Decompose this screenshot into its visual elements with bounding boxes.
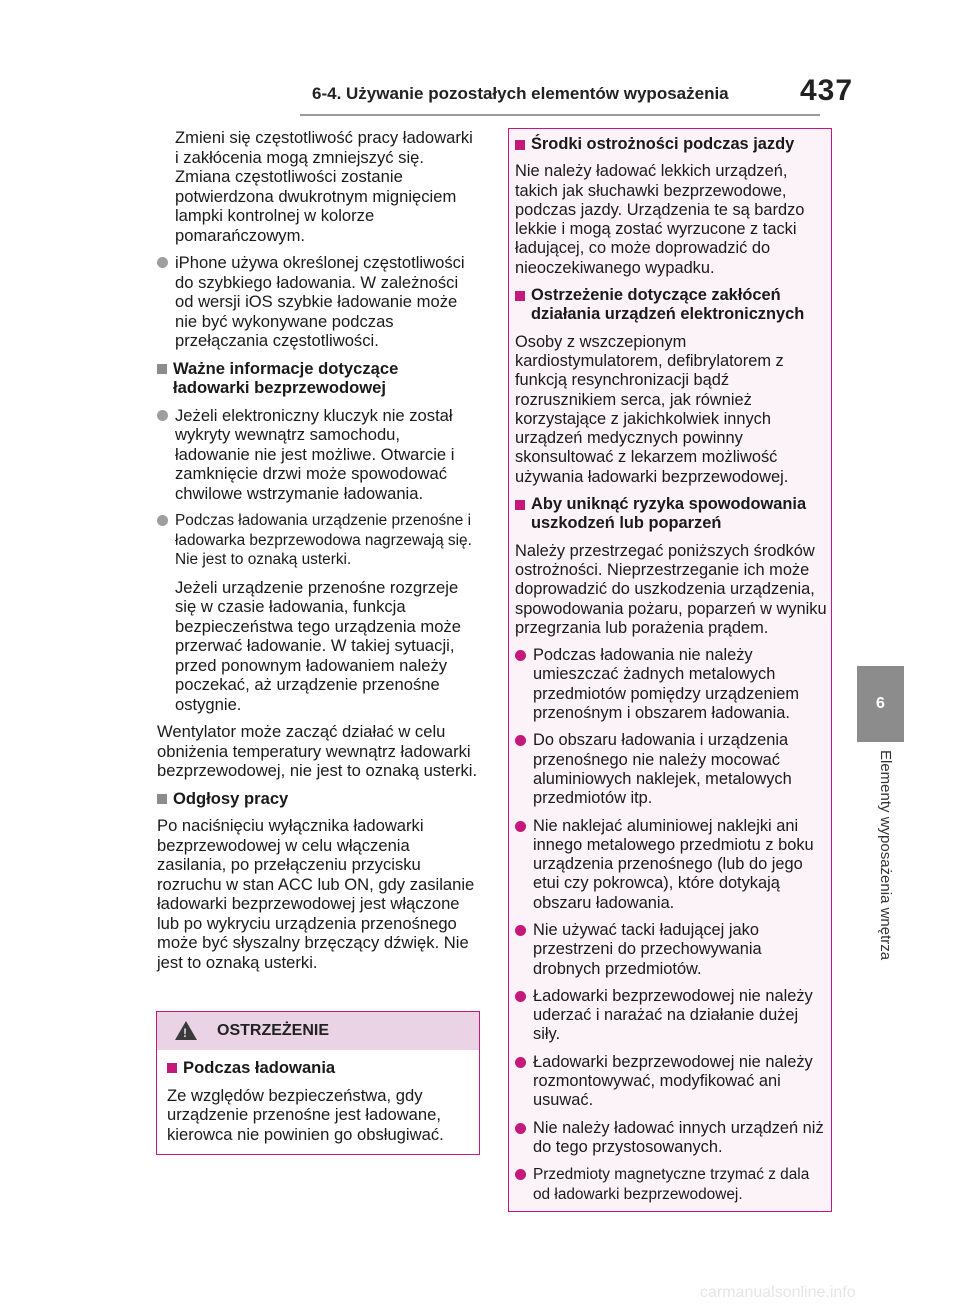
bullet-text: Ładowarki bezprzewodowej nie należy uderzać i narażać na działanie dużej siły. xyxy=(533,986,813,1044)
caution-bullet xyxy=(515,921,827,979)
page-number: 437 xyxy=(800,74,854,107)
caution-text-interference: Osoby z wszczepionym kardiostymulatorem, defibrylatorem z funkcją resynchronizacji bądź rozrusznikiem serca, jak również korzystające z jakichkolwiek innych urządzeń medycznych powinny skonsultować z lekarzem możliwość używania ładowarki bezprzewodowej. xyxy=(515,332,789,486)
caution-heading-driving xyxy=(515,135,827,154)
paragraph-frequency: Zmieni się częstotliwość pracy ładowarki i zakłócenia mogą zmniejszyć się. Zmiana częstotliwości zostanie potwierdzona dwukrotnym mignięciem lampki kontrolnej w kolorze pomarańczowym. xyxy=(175,128,473,245)
bullet-text: Nie używać tacki ładującej jako przestrzeni do przechowywania drobnych przedmiotów. xyxy=(533,920,762,978)
warning-text: Ze względów bezpieczeństwa, gdy urządzenie przenośne jest ładowane, kierowca nie powinien go obsługiwać. xyxy=(167,1085,444,1144)
bullet-text: Nie należy ładować innych urządzeń niż do tego przystosowanych. xyxy=(533,1118,824,1156)
exclamation-icon: ! xyxy=(183,1026,187,1040)
paragraph-fan: Wentylator może zacząć działać w celu obniżenia temperatury wewnątrz ładowarki bezprzewodowej, nie jest to oznaką usterki. xyxy=(157,722,478,780)
bullet-dot-icon xyxy=(157,257,168,268)
bullet-text: Do obszaru ładowania i urządzenia przenośnego nie należy mocować aluminiowych naklejek, metalowych przedmiotów itp. xyxy=(533,731,792,808)
heading-text: Podczas ładowania xyxy=(183,1058,336,1077)
bullet-dot-icon xyxy=(515,821,526,832)
caution-box xyxy=(508,128,832,1212)
watermark: carmanualsonline.info xyxy=(700,1284,856,1301)
caution-bullet xyxy=(515,731,827,808)
paragraph-noise: Po naciśnięciu wyłącznika ładowarki bezprzewodowej w celu włączenia zasilania, po przełączeniu przycisku rozruchu w stan ACC lub ON, gdy zasilanie ładowarki bezprzewodowej jest włączone lub po wykryciu urządzenia przenośnego może być słyszalny brzęczący dźwięk. Nie jest to oznaką usterki. xyxy=(157,816,475,972)
bullet-text: Podczas ładowania urządzenie przenośne i ładowarka bezprzewodowa nagrzewają się. Nie jest to oznaką usterki. xyxy=(175,512,472,568)
chapter-tab: 6 xyxy=(857,666,904,742)
bullet-text: Nie naklejać aluminiowej naklejki ani innego metalowego przedmiotu z boku urządzenia przenośnego (lub do jego etui czy pokrowca), które dotykają obszaru ładowania. xyxy=(533,816,814,912)
warning-box xyxy=(156,1011,480,1155)
warning-heading xyxy=(167,1058,469,1078)
square-marker-icon xyxy=(515,291,525,301)
square-marker-icon xyxy=(167,1063,177,1073)
bullet-dot-icon xyxy=(515,991,526,1002)
chapter-label: Elementy wyposażenia wnętrza xyxy=(877,750,894,961)
bullet-dot-icon xyxy=(515,650,526,661)
heading-text: Aby uniknąć ryzyka spowodowania uszkodzeń lub poparzeń xyxy=(531,495,807,533)
square-marker-icon xyxy=(157,364,167,374)
square-marker-icon xyxy=(515,140,525,150)
bullet-iphone xyxy=(157,253,479,351)
caution-text-damage: Należy przestrzegać poniższych środków ostrożności. Nieprzestrzeganie ich może doprowadzić do uszkodzenia urządzenia, spowodowania pożaru, poparzeń w wyniku przegrzania lub porażenia prądem. xyxy=(515,541,827,637)
bullet-text: Jeżeli elektroniczny kluczyk nie został wykryty wewnątrz samochodu, ładowanie nie jest możliwe. Otwarcie i zamknięcie drzwi może spowodować chwilowe wstrzymanie ładowania. xyxy=(175,405,455,503)
caution-heading-damage xyxy=(515,495,827,534)
heading-text: Odgłosy pracy xyxy=(173,788,289,808)
section-title: 6-4. Używanie pozostałych elementów wyposażenia xyxy=(312,84,729,103)
bullet-dot-icon xyxy=(515,1123,526,1134)
heading-text: Środki ostrożności podczas jazdy xyxy=(531,135,795,153)
bullet-dot-icon xyxy=(157,410,168,421)
paragraph-heating-continued: Jeżeli urządzenie przenośne rozgrzeje się w czasie ładowania, funkcja bezpieczeństwa tego urządzenia może przerwać ładowanie. W takiej sytuacji, przed ponownym ładowaniem należy poczekać, aż urządzenie przenośne ostygnie. xyxy=(175,577,461,714)
warning-header xyxy=(157,1012,479,1050)
caution-content xyxy=(515,135,827,1212)
bullet-text: Przedmioty magnetyczne trzymać z dala od ładowarki bezprzewodowej. xyxy=(533,1166,810,1203)
bullet-dot-icon xyxy=(515,1057,526,1068)
caution-bullet xyxy=(515,1053,827,1111)
bullet-text: Podczas ładowania nie należy umieszczać żadnych metalowych przedmiotów pomiędzy urządzeniem przenośnym i obszarem ładowania. xyxy=(533,646,800,723)
caution-bullet xyxy=(515,1119,827,1158)
bullet-dot-icon xyxy=(515,1169,526,1180)
heading-important-info xyxy=(157,359,479,398)
caution-text-driving: Nie należy ładować lekkich urządzeń, takich jak słuchawki bezprzewodowe, podczas jazdy. Urządzenia te są bardzo lekkie i mogą zostać wyrzucone z tacki ładującej, co może doprowadzić do nieoczekiwanego wypadku. xyxy=(515,162,805,277)
bullet-text: Ładowarki bezprzewodowej nie należy rozmontowywać, modyfikować ani usuwać. xyxy=(533,1052,813,1110)
square-marker-icon xyxy=(515,500,525,510)
caution-bullet xyxy=(515,1165,827,1204)
bullet-heating xyxy=(157,511,479,570)
caution-bullet xyxy=(515,817,827,913)
bullet-dot-icon xyxy=(515,925,526,936)
heading-text: Ostrzeżenie dotyczące zakłóceń działania urządzeń elektronicznych xyxy=(531,286,805,324)
heading-text: Ważne informacje dotyczące ładowarki bezprzewodowej xyxy=(173,358,399,397)
caution-bullet xyxy=(515,646,827,723)
caution-heading-interference xyxy=(515,286,827,325)
bullet-text: iPhone używa określonej częstotliwości do szybkiego ładowania. W zależności od wersji iOS szybkie ładowanie może nie być wykonywane podczas przełączania częstotliwości. xyxy=(175,253,465,350)
bullet-dot-icon xyxy=(157,515,168,526)
square-marker-icon xyxy=(157,794,167,804)
left-column xyxy=(157,128,479,980)
bullet-dot-icon xyxy=(515,735,526,746)
caution-bullet xyxy=(515,987,827,1045)
bullet-key-not-detected xyxy=(157,406,479,504)
warning-title: OSTRZEŻENIE xyxy=(217,1022,330,1039)
warning-body xyxy=(157,1050,479,1144)
header-divider xyxy=(300,114,820,116)
heading-operating-noise xyxy=(157,789,479,809)
